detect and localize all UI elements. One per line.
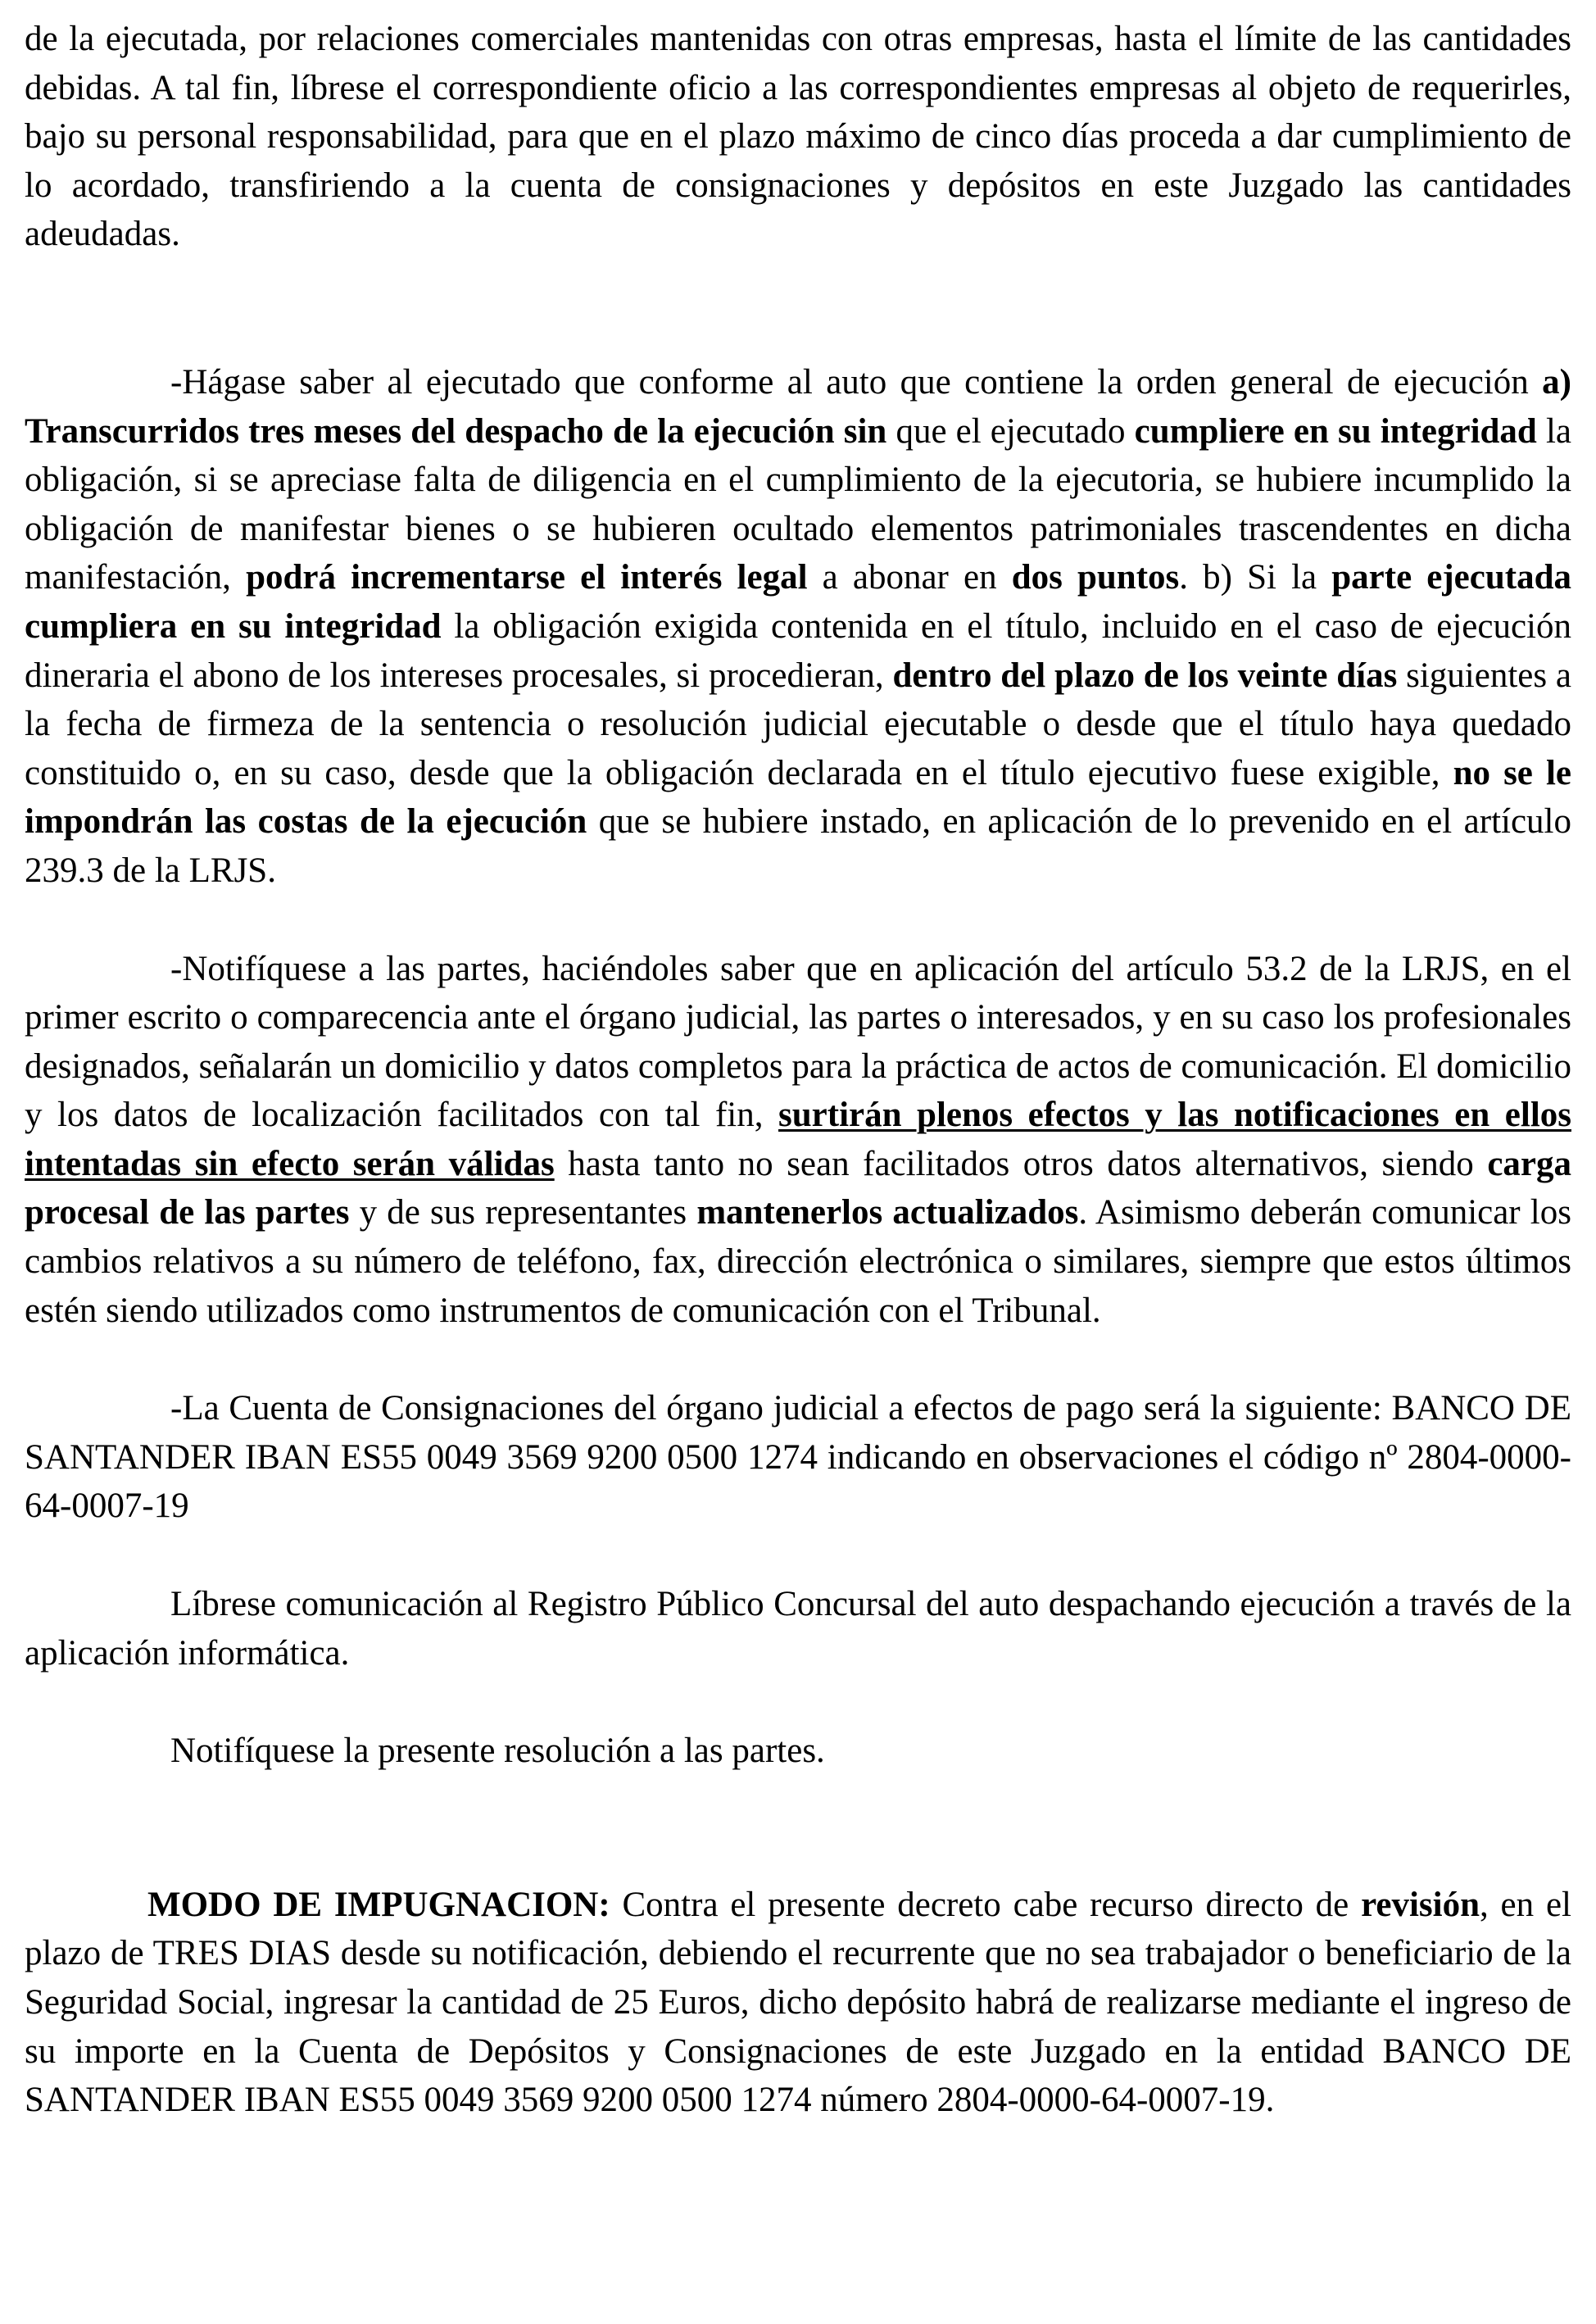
bold-text: dentro del plazo de los veinte días — [892, 656, 1398, 695]
bold-text: parte ejecutada cumpliera en su integridad — [25, 558, 1572, 646]
paragraph-text: , en el plazo de TRES DIAS desde su notificación, debiendo el recurrente que no sea trabajador o beneficiario de la Seguridad Social, ingresar la cantidad de 25 Euros, dicho depósito habrá de realizarse mediante el ingreso de su importe en la Cuenta de Depósitos y Consignaciones de este Juzgado en la entidad BANCO DE SANTANDER IBAN ES55 0049 3569 9200 0500 1274 número 2804-0000-64-0007-19. — [25, 1885, 1571, 2120]
bold-text: podrá incrementarse el interés legal — [246, 558, 808, 597]
paragraph-text: que se hubiere instado, en aplicación de lo prevenido en el artículo 239.3 de la LRJS. — [25, 802, 1571, 890]
paragraph-modo-impugnacion — [25, 1881, 1571, 2125]
paragraph-orden-ejecucion — [25, 358, 1571, 896]
paragraph-text: . b) Si la — [1179, 558, 1332, 597]
paragraph-text: Contra el presente decreto cabe recurso directo de — [610, 1885, 1362, 1924]
paragraph-text: -La Cuenta de Consignaciones del órgano judicial a efectos de pago será la siguiente: BANCO DE SANTANDER IBAN ES55 0049 3569 9200 0500 1274 indicando en observaciones el código nº 2804-0000-64-0007-19 — [25, 1389, 1571, 1526]
bold-text: a) Transcurridos tres meses del despacho de la ejecución sin — [25, 362, 1571, 451]
paragraph-embargo-creditos — [25, 15, 1571, 259]
document-page — [25, 15, 1571, 2125]
paragraph-text: la obligación exigida contenida en el título, incluido en el caso de ejecución dineraria el abono de los intereses procesales, si procedieran, — [25, 606, 1571, 695]
paragraph-cuenta-consignaciones — [25, 1384, 1571, 1531]
paragraph-text: Notifíquese la presente resolución a las partes. — [170, 1732, 825, 1771]
paragraph-text: de la ejecutada, por relaciones comerciales mantenidas con otras empresas, hasta el límite de las cantidades debidas. A tal fin, líbrese el correspondiente oficio a las correspondientes empresas al objeto de requerirles, bajo su personal responsabilidad, para que en el plazo máximo de cinco días proceda a dar cumplimiento de lo acordado, transfiriendo a la cuenta de consignaciones y depósitos en este Juzgado las cantidades adeudadas. — [25, 20, 1571, 254]
paragraph-registro-concursal — [25, 1580, 1571, 1677]
bold-text: no se le impondrán las costas de la ejecución — [25, 753, 1571, 842]
paragraph-text: a abonar en — [807, 558, 1012, 597]
paragraph-text: . Asimismo deberán comunicar los cambios relativos a su número de teléfono, fax, dirección electrónica o similares, siempre que estos últimos estén siendo utilizados como instrumentos de comunicación con el Tribunal. — [25, 1193, 1571, 1330]
bold-text: dos puntos — [1011, 558, 1180, 597]
bold-text: cumpliere en su integridad — [1134, 411, 1537, 451]
paragraph-text: -Hágase saber al ejecutado que conforme al auto que contiene la orden general de ejecución — [170, 362, 1543, 402]
paragraph-text: Líbrese comunicación al Registro Público Concursal del auto despachando ejecución a través de la aplicación informática. — [25, 1585, 1571, 1673]
section-heading: MODO DE IMPUGNACION: — [147, 1885, 610, 1924]
paragraph-text: -Notifíquese a las partes, haciéndoles saber que en aplicación del artículo 53.2 de la LRJS, en el primer escrito o comparecencia ante el órgano judicial, las partes o interesados, y en su caso los profesionales designados, señalarán un domicilio y datos completos para la práctica de actos de comunicación. El domicilio y los datos de localización facilitados con tal fin, — [25, 949, 1571, 1135]
paragraph-text: hasta tanto no sean facilitados otros datos alternativos, siendo — [554, 1144, 1488, 1183]
bold-text: carga procesal de las partes — [25, 1144, 1572, 1232]
paragraph-text: y de sus representantes — [349, 1193, 697, 1232]
paragraph-text: que el ejecutado — [886, 411, 1135, 451]
underlined-text: surtirán plenos efectos y las notificaciones en ellos intentadas sin efecto serán válidas — [25, 1096, 1571, 1183]
bold-text: mantenerlos actualizados — [696, 1193, 1079, 1232]
paragraph-text: la obligación, si se apreciase falta de diligencia en el cumplimiento de la ejecutoria, se hubiere incumplido la obligación de manifestar bienes o se hubieren ocultado elementos patrimoniales trascendentes en dicha manifestación, — [25, 411, 1571, 597]
paragraph-notificacion-domicilio — [25, 945, 1571, 1336]
bold-text: revisión — [1361, 1885, 1480, 1924]
paragraph-notifiquese — [25, 1727, 1571, 1776]
paragraph-text: siguientes a la fecha de firmeza de la sentencia o resolución judicial ejecutable o desde que el título haya quedado constituido o, en su caso, desde que la obligación declarada en el título ejecutivo fuese exigible, — [25, 656, 1571, 792]
